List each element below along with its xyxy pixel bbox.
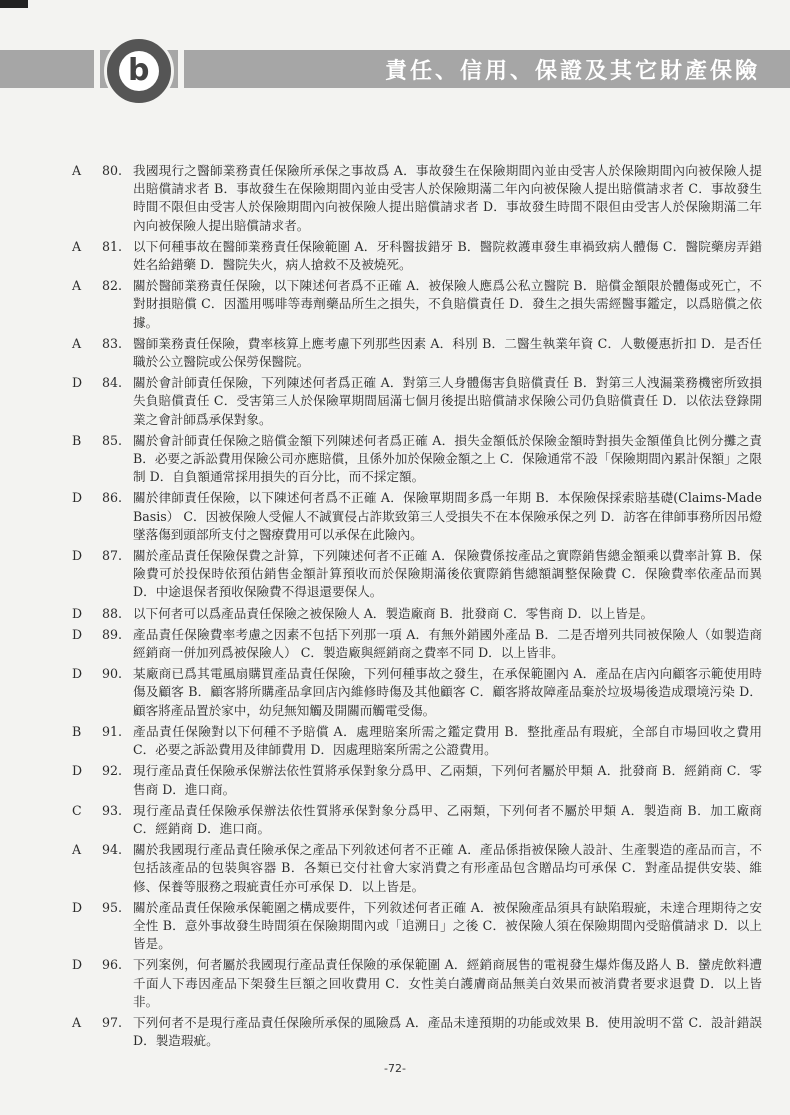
question-text: 以下何者可以爲產品責任保險之被保險人 A．製造廠商 B．批發商 C．零售商 D．以上皆是。: [133, 605, 654, 621]
question-item: [72, 489, 762, 544]
answer-key: D: [72, 763, 83, 779]
answer-key: D: [72, 548, 83, 564]
question-item: [72, 1014, 762, 1050]
question-text: 關於會計師責任保險之賠償金額下列陳述何者爲正確 A．損失金額低於保險金額時對損失金額僅負比例分攤之責 B．必要之訴訟費用保險公司亦應賠償，且係外加於保險金額之上 C．保險通常不設「保險期間內累計保額」之限制 D．自負額通常採用損失的百分比，而不採定額。: [133, 432, 762, 485]
question-number: 85.: [102, 432, 123, 448]
corner-mark: [0, 0, 28, 8]
question-number: 84.: [102, 375, 123, 391]
question-item: [72, 605, 762, 623]
question-item: [72, 762, 762, 798]
question-item: [72, 841, 762, 896]
question-number: 90.: [102, 666, 123, 682]
question-number: 91.: [102, 723, 123, 739]
question-item: [72, 626, 762, 662]
answer-key: D: [72, 957, 83, 973]
logo-letter: b: [128, 53, 150, 88]
question-text: 產品責任保險對以下何種不予賠償 A．處理賠案所需之鑑定費用 B．整批產品有瑕疵，全部自市場回收之費用 C．必要之訴訟費用及律師費用 D．因處理賠案所需之公證費用。: [133, 723, 762, 758]
header-divider: [178, 50, 184, 88]
answer-key: D: [72, 666, 83, 682]
publisher-logo: [104, 36, 174, 106]
question-list: [72, 162, 762, 1053]
question-item: [72, 665, 762, 720]
question-item: [72, 162, 762, 235]
question-text: 某廠商已爲其電風扇購買產品責任保險，下列何種事故之發生，在承保範圍內 A．產品在店內向顧客示範使用時傷及顧客 B．顧客將所購產品拿回店內維修時傷及其他顧客 C．顧客將故障產品棄於垃圾場後造成環境污染 D．顧客將產品置於家中，幼兒無知觸及開關而觸電受傷。: [133, 666, 762, 718]
header-divider: [94, 50, 100, 88]
question-text: 關於會計師責任保險，下列陳述何者爲正確 A．對第三人身體傷害負賠償責任 B．對第三人洩漏業務機密所致損失負賠償責任 C．受害第三人於保險單期間屆滿七個月後提出賠償請求保險公司仍負賠償責任 D．以依法登錄開業之會計師爲承保對象。: [133, 375, 762, 427]
page-number: -72-: [384, 1062, 406, 1075]
question-item: [72, 723, 762, 759]
question-number: 92.: [102, 763, 123, 779]
answer-key: D: [72, 605, 83, 621]
answer-key: B: [72, 723, 82, 739]
question-number: 88.: [102, 605, 123, 621]
question-item: [72, 802, 762, 838]
question-text: 下列案例，何者屬於我國現行產品責任保險的承保範圍 A．經銷商展售的電視發生爆炸傷及路人 B．蠻虎飲料遭千面人下毒因產品下架發生巨額之回收費用 C．女性美白護膚商品無美白效果而被消費者要求退費 D．以上皆非。: [133, 957, 762, 1009]
question-text: 產品責任保險費率考慮之因素不包括下列那一項 A．有無外銷國外產品 B．二是否增列共同被保險人（如製造商經銷商一併加列爲被保險人） C．製造廠與經銷商之費率不同 D．以上皆非。: [133, 626, 762, 661]
answer-key: A: [72, 163, 82, 178]
question-number: 94.: [102, 842, 123, 858]
answer-key: D: [72, 899, 83, 915]
question-number: 96.: [102, 957, 123, 973]
answer-key: A: [72, 278, 82, 294]
question-item: [72, 374, 762, 429]
question-text: 下列何者不是現行產品責任保險所承保的風險爲 A．產品未達預期的功能或效果 B．使用說明不當 C．設計錯誤 D．製造瑕疵。: [133, 1014, 762, 1049]
question-text: 關於醫師業務責任保險，以下陳述何者爲不正確 A．被保險人應爲公私立醫院 B．賠償金額限於體傷或死亡，不對財損賠償 C．因濫用嗎啡等毒劑藥品所生之損失，不負賠償責任 D．發生之損失需經醫事鑑定，以爲賠償之依據。: [133, 278, 762, 330]
question-number: 89.: [102, 626, 123, 642]
question-item: [72, 277, 762, 332]
question-number: 80.: [102, 163, 123, 178]
question-text: 關於我國現行產品責任險承保之產品下列敘述何者不正確 A．產品係指被保險人設計、生產製造的產品而言，不包括該產品的包裝與容器 B．各類已交付社會大家消費之有形產品包含贈品均可承保 C．對產品提供安裝、維修、保養等服務之瑕疵責任亦可承保 D．以上皆是。: [133, 842, 762, 894]
answer-key: D: [72, 375, 83, 391]
answer-key: A: [72, 1014, 82, 1030]
question-number: 83.: [102, 335, 123, 351]
answer-key: A: [72, 842, 82, 858]
question-item: [72, 899, 762, 954]
question-number: 97.: [102, 1014, 123, 1030]
question-item: [72, 956, 762, 1011]
answer-key: D: [72, 490, 83, 506]
question-number: 95.: [102, 899, 123, 915]
answer-key: B: [72, 432, 82, 448]
question-text: 以下何種事故在醫師業務責任保險範圍 A．牙科醫拔錯牙 B．醫院救護車發生車禍致病人體傷 C．醫院藥房弄錯姓名給錯藥 D．醫院失火，病人搶救不及被燒死。: [133, 238, 762, 273]
question-number: 87.: [102, 548, 123, 564]
question-number: 86.: [102, 490, 123, 506]
question-number: 82.: [102, 278, 123, 294]
answer-key: A: [72, 238, 82, 254]
question-text: 現行產品責任保險承保辦法依性質將承保對象分爲甲、乙兩類，下列何者不屬於甲類 A．製造商 B．加工廠商 C．經銷商 D．進口商。: [133, 802, 762, 836]
question-text: 關於律師責任保險，以下陳述何者爲不正確 A．保險單期間多爲一年期 B．本保險保採索賠基礎(Claims-Made Basis） C．因被保險人受僱人不誠實侵占詐欺致第三人受損失不在本保險承保之列 D．訪客在律師事務所因吊燈墜落傷到頭部所支付之醫療費用可以承保在此險內。: [133, 490, 762, 542]
question-item: [72, 547, 762, 602]
question-number: 93.: [102, 802, 123, 818]
question-text: 現行產品責任保險承保辦法依性質將承保對象分爲甲、乙兩類，下列何者屬於甲類 A．批發商 B．經銷商 C．零售商 D．進口商。: [133, 763, 762, 797]
question-item: [72, 238, 762, 274]
answer-key: C: [72, 802, 82, 818]
question-item: [72, 432, 762, 487]
question-text: 關於產品責任保險承保範圍之構成要件，下列敘述何者正確 A．被保險產品須具有缺陷瑕疵，未達合理期待之安全性 B．意外事故發生時間須在保險期間內或「追溯日」之後 C．被保險人須在保險期間內受賠償請求 D．以上皆是。: [133, 899, 762, 952]
question-number: 81.: [102, 238, 123, 254]
question-text: 我國現行之醫師業務責任保險所承保之事故爲 A．事故發生在保險期間內並由受害人於保險期間內向被保險人提出賠償請求者 B．事故發生在保險期間內並由受害人於保險期滿二年內向被保險人提出賠償請求者 C．事故發生時間不限但由受害人於保險期間內向被保險人提出賠償請求者 D．事故發生時間不限但由受害人於保險期滿二年內向被保險人提出賠償請求者。: [133, 163, 762, 233]
answer-key: A: [72, 335, 82, 351]
chapter-title: 責任、信用、保證及其它財產保險: [384, 59, 760, 84]
answer-key: D: [72, 626, 83, 642]
question-text: 關於產品責任保險保費之計算，下列陳述何者不正確 A．保險費係按產品之實際銷售總金額乘以費率計算 B．保險費可於投保時依預估銷售金額計算預收而於保險期滿後依實際銷售總額調整保險費 C．保險費率依產品而異 D．中途退保者預收保險費不得退還要保人。: [133, 548, 762, 600]
question-text: 醫師業務責任保險，費率核算上應考慮下列那些因素 A．科別 B．二醫生執業年資 C．人數優惠折扣 D．是否任職於公立醫院或公保勞保醫院。: [133, 335, 762, 370]
question-item: [72, 335, 762, 371]
